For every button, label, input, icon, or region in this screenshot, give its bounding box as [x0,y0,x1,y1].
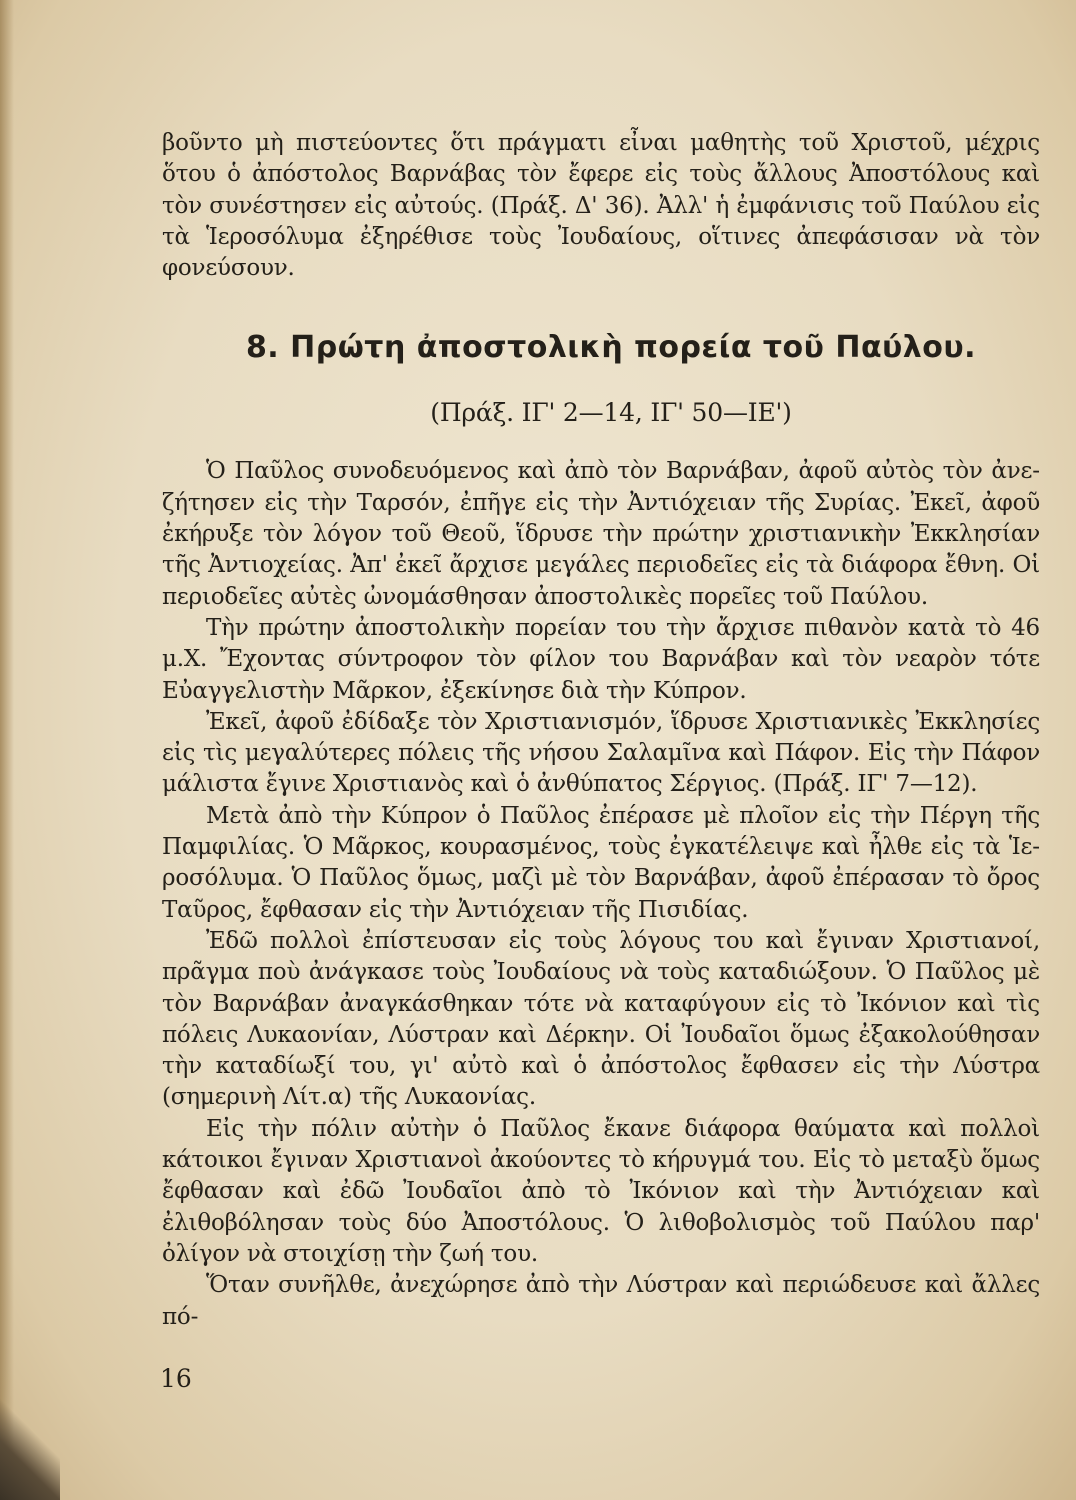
section-heading: 8. Πρώτη ἀποστολικὴ πορεία τοῦ Παύλου. [245,330,977,366]
paragraph-5: Ἐδῶ πολλοὶ ἐπίστευσαν εἰς τοὺς λόγους του καὶ ἔγιναν Χριστιανοί, πρᾶγμα ποὺ ἀνάγκασε τοὺς Ἰουδαίους νὰ τοὺς καταδιώξουν. Ὁ Παῦλος μὲ τὸν Βαρνάβαν ἀναγκάσθηκαν τότε νὰ καταφύγουν εἰς τὸ Ἰκόνιον καὶ τὶς πόλεις Λυκαονίαν, Λύστραν καὶ Δέρκην. Οἱ Ἰουδαῖοι ὅμως ἐξακολούθησαν τὴν καταδίωξί του, γι' αὐτὸ καὶ ὁ ἀπόστολος ἔφθασεν εἰς τὴν Λύστρα (σημερινὴ Λίτ.α) τῆς Λυκαονίας. [162,927,1040,1111]
paragraph-1: Ὁ Παῦλος συνοδευόμενος καὶ ἀπὸ τὸν Βαρνάβαν, ἀφοῦ αὐτὸς τὸν ἀνεζήτησεν εἰς τὴν Ταρσόν, ἐπῆγε εἰς τὴν Ἀντιόχειαν τῆς Συρίας. Ἐκεῖ, ἀφοῦ ἐκήρυξε τὸν λόγον τοῦ Θεοῦ, ἵδρυσε τὴν πρώτην χριστιανικὴν Ἐκκλησίαν τῆς Ἀντιοχείας. Ἀπ' ἐκεῖ ἄρχισε μεγάλες περιοδεῖες εἰς τὰ διάφορα ἔθνη. Οἱ περιοδεῖες αὐτὲς ὠνομάσθησαν ἀποστολικὲς πορεῖες τοῦ Παύλου. [162,458,1040,610]
paragraph-7: Ὅταν συνῆλθε, ἀνεχώρησε ἀπὸ τὴν Λύστραν καὶ περιώδευσε καὶ ἄλλες πό- [162,1272,1040,1330]
section-references: (Πράξ. ΙΓ' 2—14, ΙΓ' 50—ΙΕ') [430,398,792,428]
page-text-block [162,128,1040,1333]
paragraph-2: Τὴν πρώτην ἀποστολικὴν πορείαν του τὴν ἄρχισε πιθανὸν κατὰ τὸ 46 μ.Χ. Ἔχοντας σύντροφον τὸν φίλον του Βαρνάβαν καὶ τὸν νεαρὸν τότε Εὐαγγελιστὴν Μᾶρκον, ἐξεκίνησε διὰ τὴν Κύπρον. [162,614,1040,704]
paragraph-3: Ἐκεῖ, ἀφοῦ ἐδίδαξε τὸν Χριστιανισμόν, ἵδρυσε Χριστιανικὲς Ἐκκλησίες εἰς τὶς μεγαλύτερες πόλεις τῆς νήσου Σαλαμῖνα καὶ Πάφον. Εἰς τὴν Πάφον μάλιστα ἔγινε Χριστιανὸς καὶ ὁ ἀνθύπατος Σέργιος. (Πράξ. ΙΓ' 7—12). [162,708,1040,798]
paragraph-6: Εἰς τὴν πόλιν αὐτὴν ὁ Παῦλος ἔκανε διάφορα θαύματα καὶ πολλοὶ κάτοικοι ἔγιναν Χριστιανοὶ ἀκούοντες τὸ κήρυγμά του. Εἰς τὸ μεταξὺ ὅμως ἔφθασαν καὶ ἐδῶ Ἰουδαῖοι ἀπὸ τὸ Ἰκόνιον καὶ τὴν Ἀντιόχειαν καὶ ἐλιθοβόλησαν τοὺς δύο Ἀποστόλους. Ὁ λιθοβολισμὸς τοῦ Παύλου παρ' ὀλίγον νὰ στοιχίσῃ τὴν ζωή του. [162,1115,1040,1267]
intro-paragraph: βοῦντο μὴ πιστεύοντες ὅτι πράγματι εἶναι μαθητὴς τοῦ Χριστοῦ, μέχρις ὅτου ὁ ἀπόστολος Βαρνάβας τὸν ἔφερε εἰς τοὺς ἄλλους Ἀποστόλους καὶ τὸν συνέστησεν εἰς αὐτούς. (Πράξ. Δ' 36). Ἀλλ' ἡ ἐμφάνισις τοῦ Παύλου εἰς τὰ Ἱεροσόλυμα ἐξηρέθισε τοὺς Ἰουδαίους, οἵτινες ἀπεφάσισαν νὰ τὸν φονεύσουν. [162,130,1040,282]
paragraph-4: Μετὰ ἀπὸ τὴν Κύπρον ὁ Παῦλος ἐπέρασε μὲ πλοῖον εἰς τὴν Πέργη τῆς Παμφιλίας. Ὁ Μᾶρκος, κουρασμένος, τοὺς ἐγκατέλειψε καὶ ἦλθε εἰς τὰ Ἱεροσόλυμα. Ὁ Παῦλος ὅμως, μαζὶ μὲ τὸν Βαρνάβαν, ἀφοῦ ἐπέρασαν τὸ ὄρος Ταῦρος, ἔφθασαν εἰς τὴν Ἀντιόχειαν τῆς Πισιδίας. [162,802,1040,923]
page-number: 16 [160,1364,192,1393]
